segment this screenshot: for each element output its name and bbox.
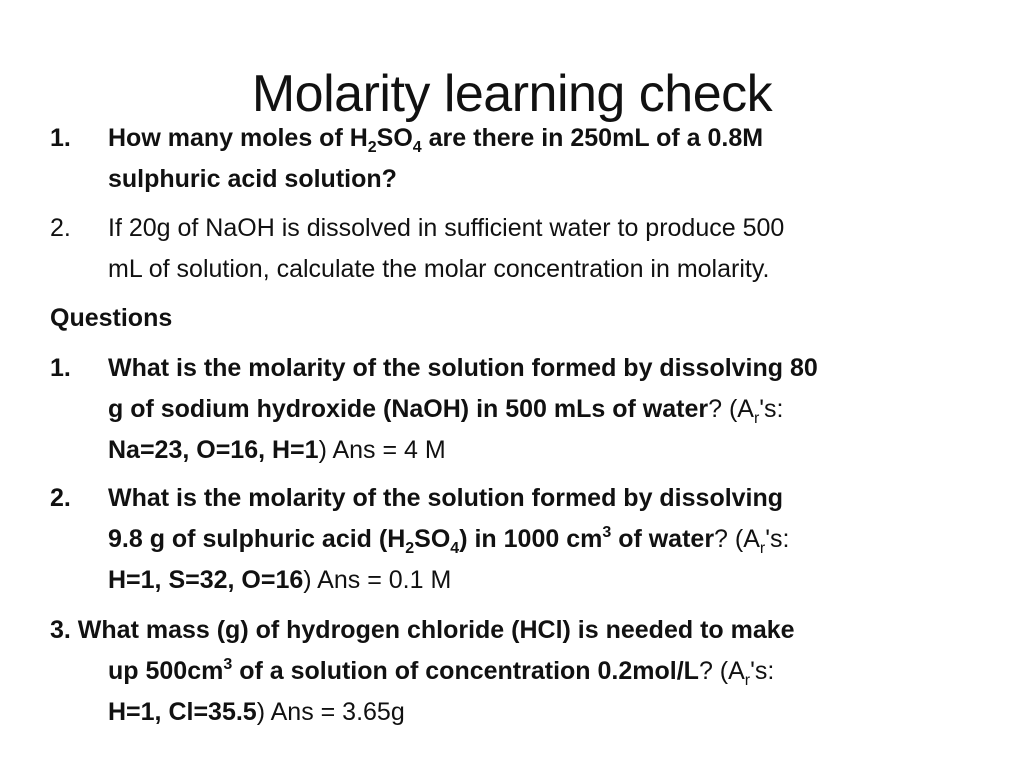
question-text: What is the molarity of the solution formed by dissolving 80 g of sodium hydroxide (NaOH) in 500 mLs of water? ($A_r's$: Na=23, O=16, H=1) Ans = 4 M: [108, 354, 818, 464]
question-3: [50, 610, 970, 733]
item-number: 1.: [50, 124, 71, 152]
question-number: 2.: [50, 484, 71, 512]
item-text: If 20g of NaOH is dissolved in sufficient water to produce 500 mL of solution, calculate the molar concentration in molarity.: [108, 214, 785, 283]
question-number: 1.: [50, 354, 71, 382]
slide-title: Molarity learning check: [251, 65, 773, 123]
item-number: 2.: [50, 214, 71, 242]
questions-heading: Questions: [50, 304, 173, 332]
question-text: What is the molarity of the solution formed by dissolving 9.8 g of sulphuric acid $(H_2SO_4)$ in 1000 $cm^3$ of water? ($A_r's$: H=1, S=32, O=16) Ans = 0.1 M: [108, 484, 790, 594]
item-text: How many moles of $H_2SO_4$ are there in 250mL of a 0.8M sulphuric acid solution?: [108, 124, 764, 193]
question-3-line-2: up $500cm^3$ of a solution of concentration 0.2mol/L? ($A_r's$:: [108, 656, 775, 689]
question-3-line-3: H=1, Cl=35.5) Ans = 3.65g: [108, 698, 405, 726]
question-3-line-1: 3. What mass (g) of hydrogen chloride (HCl) is needed to make: [50, 616, 795, 644]
